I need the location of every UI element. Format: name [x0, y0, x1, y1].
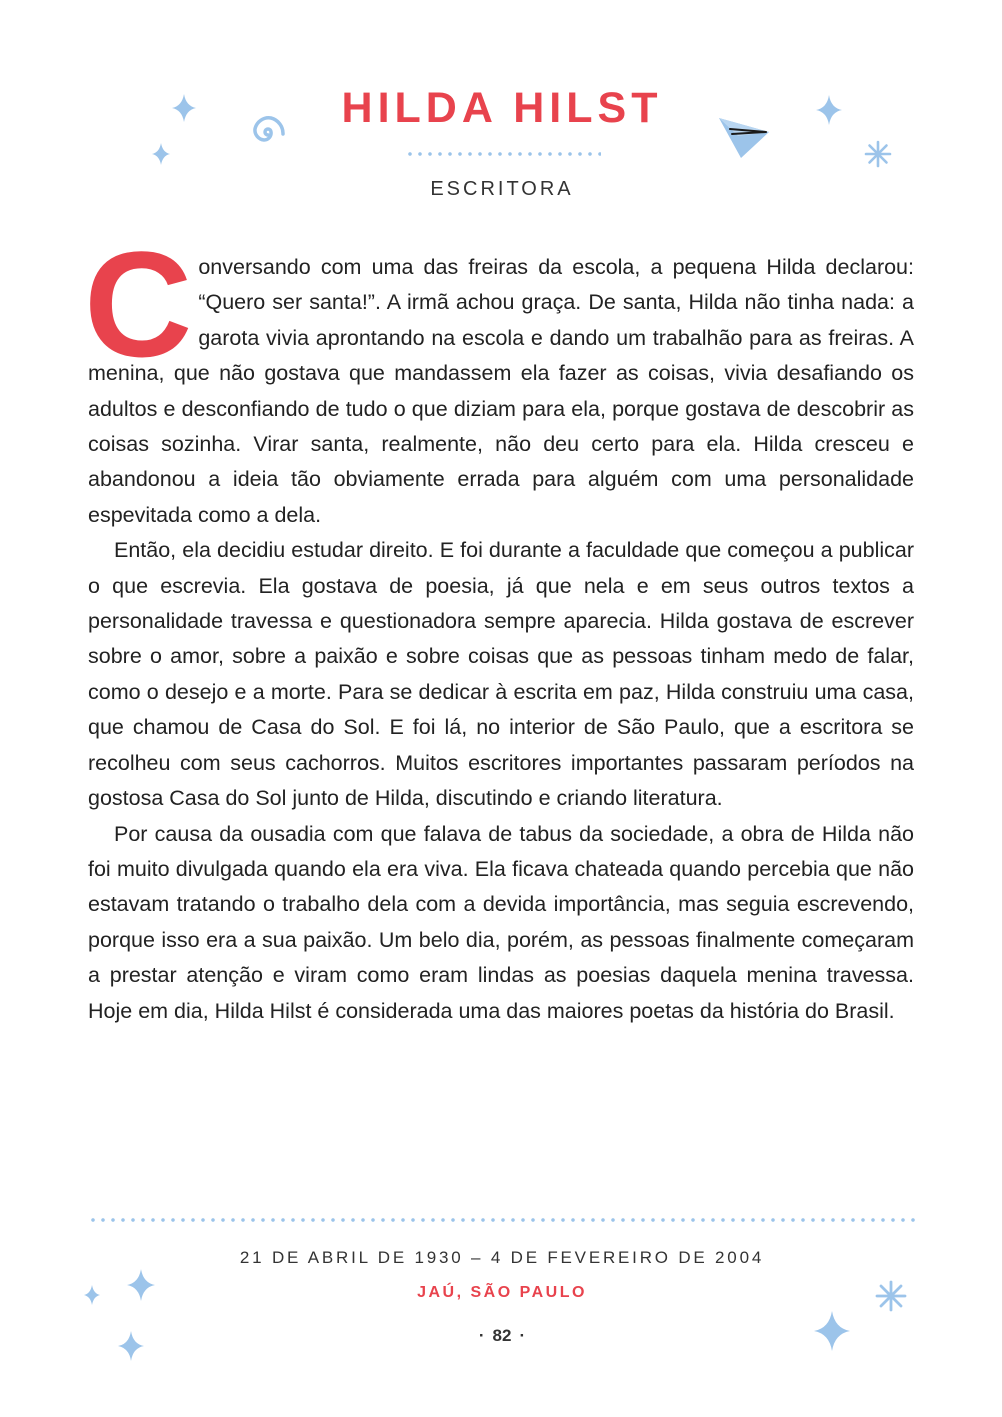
sparkle-icon [812, 1310, 852, 1352]
sparkle-icon [150, 142, 172, 166]
paragraph-2: Então, ela decidiu estudar direito. E foi durante a faculdade que começou a publicar o que escrevia. Ela gostava de poesia, já que nela e em seus outros textos a personalidade travessa e questionadora sempre aparecia. Hilda gostava de escrever sobre o amor, sobre a paixão e sobre coisas que as pessoas tinham medo de falar, como o desejo e a morte. Para se dedicar à escrita em paz, Hilda construiu uma casa, que chamou de Casa do Sol. E foi lá, no interior de São Paulo, que a escritora se recolheu com seus cachorros. Muitos escritores importantes passaram períodos na gostosa Casa do Sol junto de Hilda, discutindo e criando literatura. [88, 538, 914, 811]
article-body [84, 220, 914, 1029]
paragraph-1 [84, 220, 914, 533]
life-dates: 21 DE ABRIL DE 1930 – 4 DE FEVEREIRO DE 2004 [239, 1248, 765, 1267]
asterisk-icon [873, 1278, 909, 1314]
paragraph-1-text: onversando com uma das freiras da escola, a pequena Hilda declarou: “Quero ser santa!”. A irmã achou graça. De santa, Hilda não tinha nada: a garota vivia aprontando na escola e dando um trabalhão para as freiras. A menina, que não gostava que mandassem ela fazer as coisas, vivia desafiando os adultos e desconfiando de tudo o que diziam para ela, porque gostava de descobrir as coisas sozinha. Virar santa, realmente, não deu certo para ela. Hilda cresceu e abandonou a ideia tão obviamente errada para alguém com uma personalidade espevitada como a dela. [88, 255, 914, 527]
page-number: · 82 · [478, 1326, 526, 1345]
dotted-divider-footer [88, 1217, 918, 1223]
sparkle-icon [82, 1284, 102, 1306]
sparkle-icon [125, 1268, 157, 1302]
page-number-value: 82 [492, 1326, 512, 1345]
page-subtitle: ESCRITORA [430, 178, 574, 200]
drop-cap: C [84, 220, 193, 388]
page-title: HILDA HILST [341, 84, 663, 132]
paragraph-3: Por causa da ousadia com que falava de tabus da sociedade, a obra de Hilda não foi muito divulgada quando ela era viva. Ela ficava chateada quando percebia que não estavam tratando o trabalho dela com a devida importância, mas seguia escrevendo, porque isso era a sua paixão. Um belo dia, porém, as pessoas finalmente começaram a prestar atenção e viram como eram lindas as poesias daquela menina travessa. Hoje em dia, Hilda Hilst é considerada uma das maiores poetas da história do Brasil. [88, 821, 914, 1023]
asterisk-icon [863, 139, 893, 169]
birthplace: JAÚ, SÃO PAULO [417, 1284, 587, 1301]
sparkle-icon [116, 1330, 146, 1362]
dotted-divider [405, 151, 601, 157]
